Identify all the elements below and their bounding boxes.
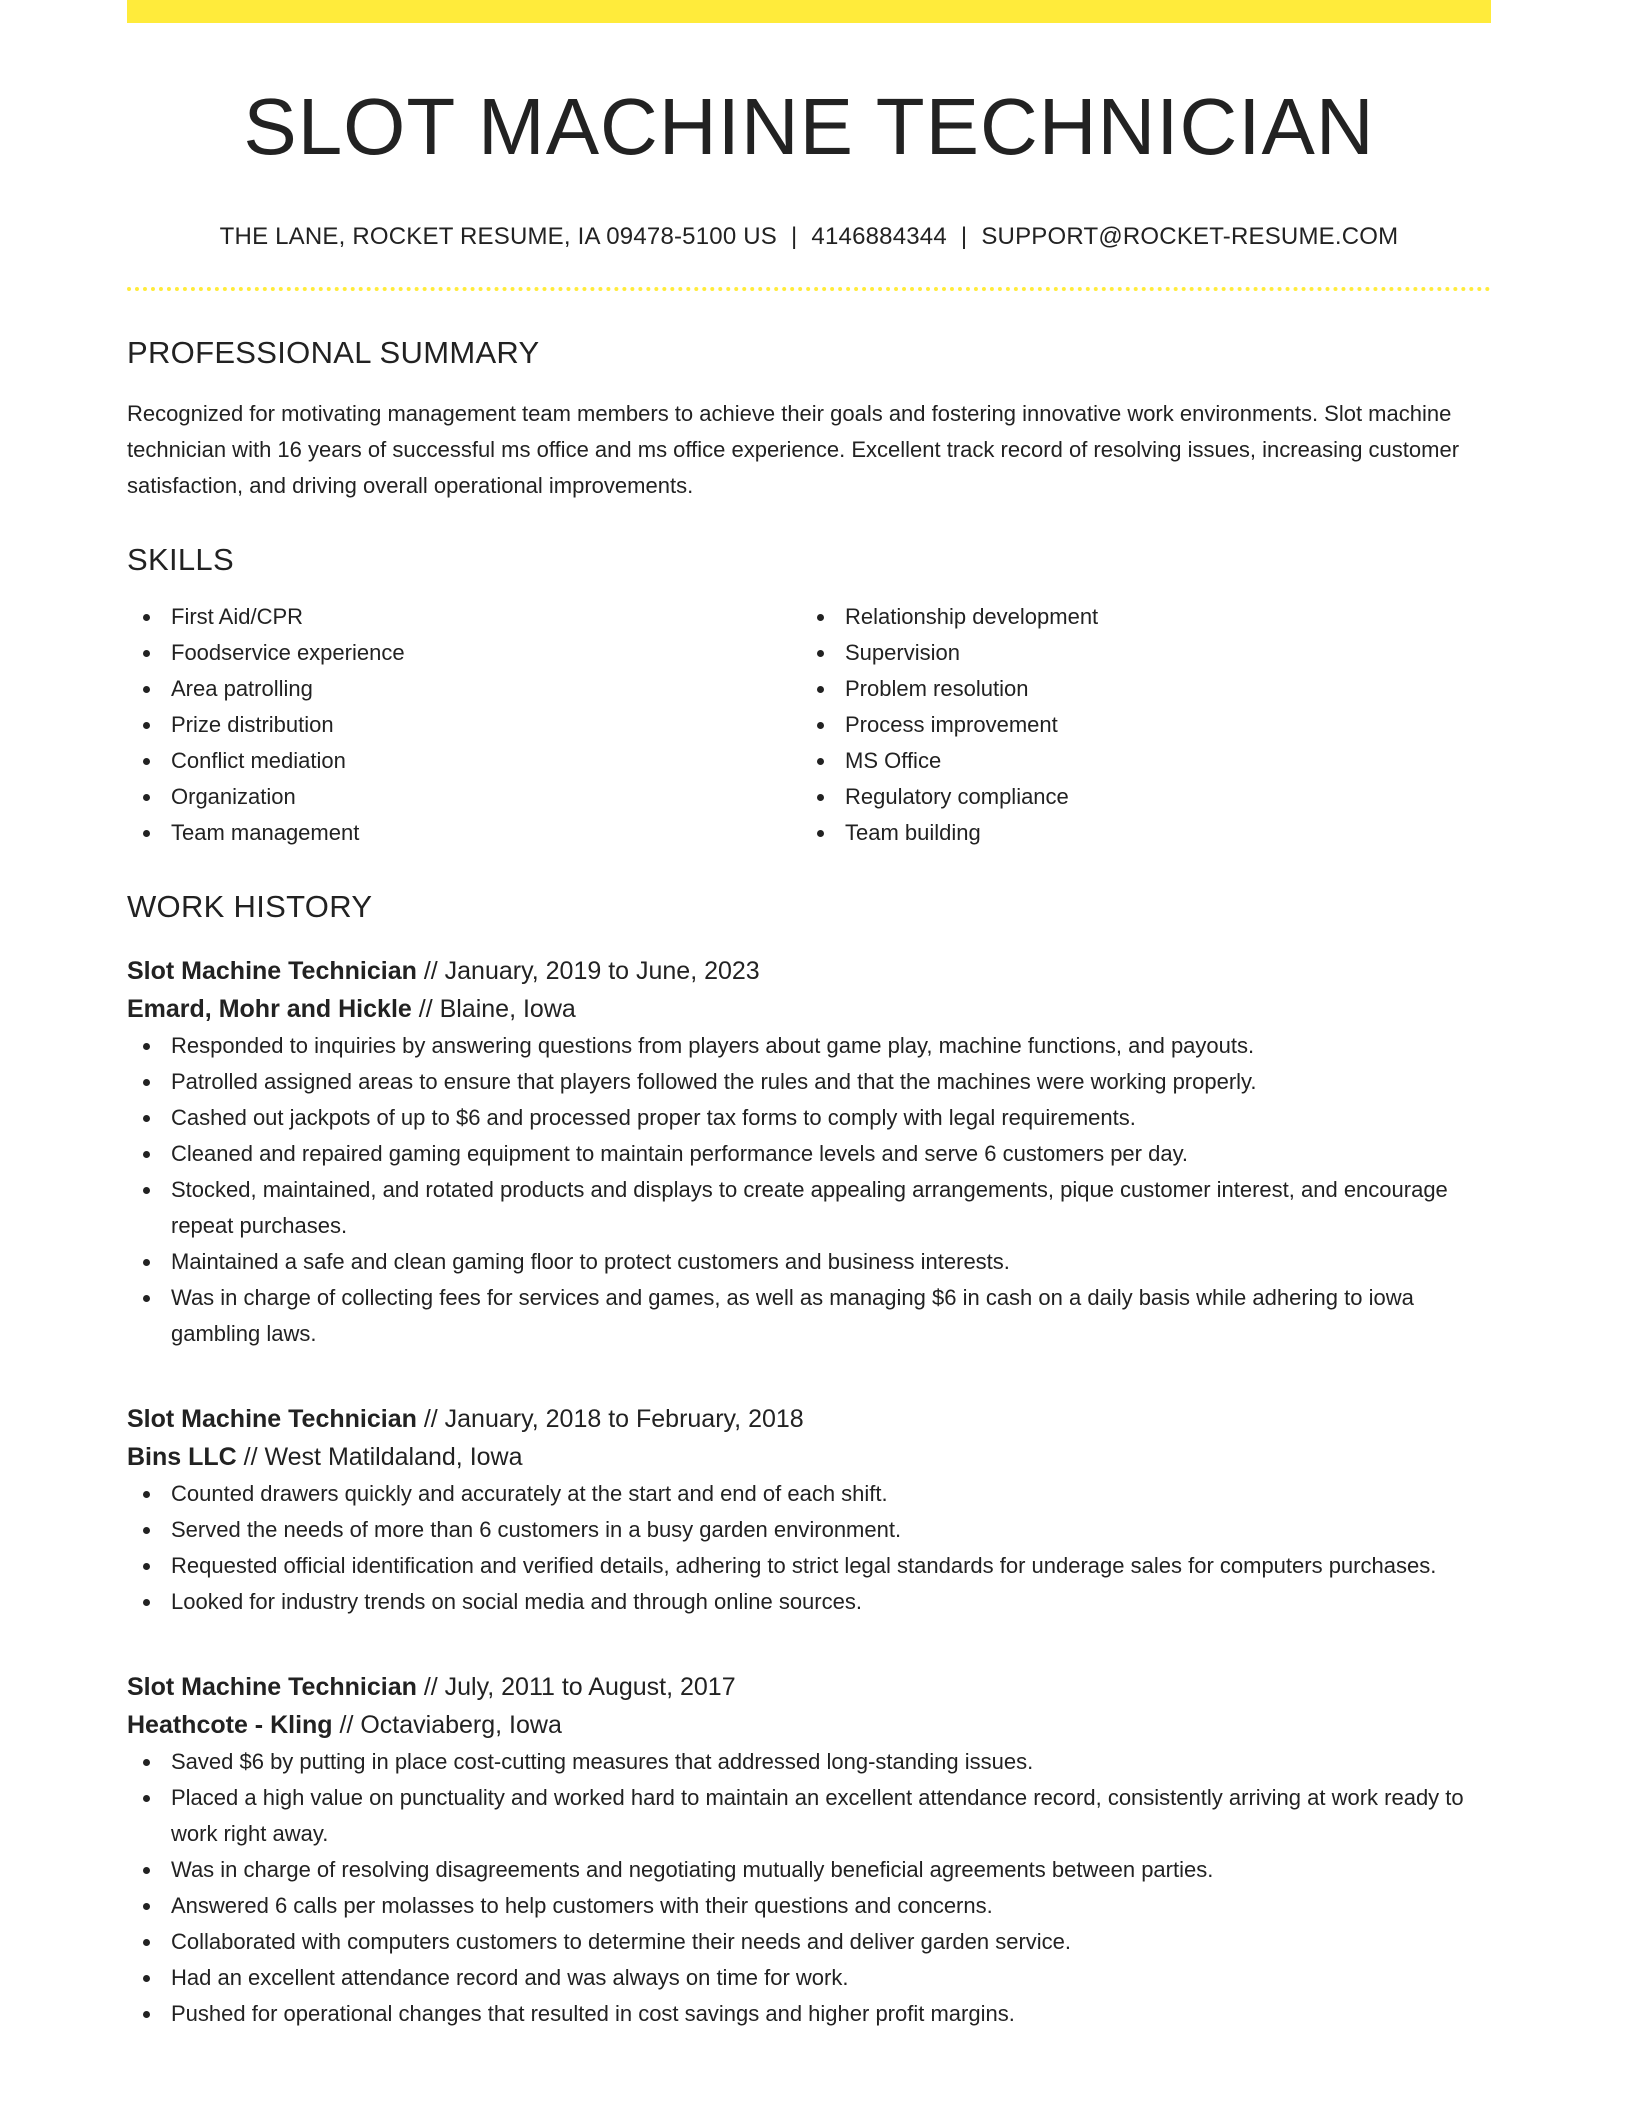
job-position: Slot Machine Technician (127, 1673, 417, 1701)
skill-item (801, 743, 1475, 779)
job-duty-item (127, 1924, 1491, 1960)
bullet-icon (143, 1939, 150, 1946)
bullet-icon (817, 794, 824, 801)
bullet-icon (817, 722, 824, 729)
job-duty-item (127, 1028, 1491, 1064)
job-duties-list (127, 1028, 1491, 1352)
job-duty-item (127, 1996, 1491, 2032)
skill-label: Regulatory compliance (845, 784, 1069, 809)
contact-address: THE LANE, ROCKET RESUME, IA 09478-5100 US (219, 223, 777, 250)
contact-phone: 4146884344 (811, 223, 947, 250)
work-history-heading: WORK HISTORY (127, 889, 373, 924)
job-duty-item (127, 1852, 1491, 1888)
bullet-icon (817, 650, 824, 657)
job-title-line (127, 1400, 1491, 1438)
job-entry (127, 952, 1491, 1352)
bullet-icon (143, 686, 150, 693)
skill-item (127, 671, 801, 707)
candidate-name: SLOT MACHINE TECHNICIAN (243, 82, 1375, 171)
skill-item (127, 743, 801, 779)
skill-label: Organization (171, 784, 296, 809)
skill-label: Relationship development (845, 604, 1099, 629)
job-entry (127, 1400, 1491, 1620)
job-duty-item (127, 1136, 1491, 1172)
job-duty-text: Requested official identification and verified details, adhering to strict legal standards for underage sales for computers purchases. (171, 1553, 1437, 1578)
bullet-icon (143, 1079, 150, 1086)
bullet-icon (817, 686, 824, 693)
bullet-icon (143, 1295, 150, 1302)
job-duty-item (127, 1512, 1491, 1548)
summary-text: Recognized for motivating management team members to achieve their goals and fostering innovative work environments. Slot machine technician with 16 years of successful ms office and ms office experience. Excellent track record of resolving issues, increasing customer satisfaction, and driving overall operational improvements. (127, 401, 1460, 498)
skill-label: Prize distribution (171, 712, 334, 737)
dotted-divider (127, 287, 1491, 291)
skill-label: Team management (171, 820, 360, 845)
job-dates: // January, 2019 to June, 2023 (416, 957, 760, 985)
bullet-icon (817, 614, 824, 621)
skills-grid (127, 599, 1491, 851)
skills-column-left (127, 599, 801, 851)
job-location: // West Matildaland, Iowa (236, 1443, 523, 1471)
job-duty-text: Maintained a safe and clean gaming floor to protect customers and business interests. (171, 1249, 1010, 1274)
job-duty-text: Placed a high value on punctuality and worked hard to maintain an excellent attendance record, consistently arriving at work ready to work right away. (171, 1785, 1464, 1846)
skills-heading: SKILLS (127, 542, 234, 577)
accent-top-bar (127, 0, 1491, 23)
skill-item (127, 599, 801, 635)
job-company-line (127, 1706, 1491, 1744)
skill-label: Team building (845, 820, 981, 845)
resume-page (127, 0, 1491, 2032)
job-duty-text: Saved $6 by putting in place cost-cutting measures that addressed long-standing issues. (171, 1749, 1034, 1774)
skill-item (127, 707, 801, 743)
bullet-icon (143, 1975, 150, 1982)
bullet-icon (143, 2011, 150, 2018)
job-duty-text: Cleaned and repaired gaming equipment to maintain performance levels and serve 6 customers per day. (171, 1141, 1189, 1166)
skill-label: Supervision (845, 640, 960, 665)
job-duty-text: Patrolled assigned areas to ensure that players followed the rules and that the machines were working properly. (171, 1069, 1257, 1094)
bullet-icon (143, 1759, 150, 1766)
bullet-icon (143, 1795, 150, 1802)
bullet-icon (143, 1259, 150, 1266)
contact-separator: | (790, 223, 798, 250)
job-position: Slot Machine Technician (127, 1405, 417, 1433)
job-company: Heathcote - Kling (127, 1711, 333, 1739)
job-duty-item (127, 1744, 1491, 1780)
job-dates: // January, 2018 to February, 2018 (416, 1405, 804, 1433)
job-duties-list (127, 1744, 1491, 2032)
job-duty-text: Looked for industry trends on social media and through online sources. (171, 1589, 862, 1614)
job-dates: // July, 2011 to August, 2017 (416, 1673, 736, 1701)
job-company-line (127, 990, 1491, 1028)
skill-item (801, 815, 1475, 851)
bullet-icon (143, 1151, 150, 1158)
bullet-icon (143, 650, 150, 657)
job-duty-text: Cashed out jackpots of up to $6 and processed proper tax forms to comply with legal requirements. (171, 1105, 1136, 1130)
skills-list-right (801, 599, 1475, 851)
skill-item (127, 779, 801, 815)
summary-heading: PROFESSIONAL SUMMARY (127, 335, 540, 370)
skill-item (801, 599, 1475, 635)
job-duty-item (127, 1244, 1491, 1280)
job-company: Bins LLC (127, 1443, 237, 1471)
job-location: // Blaine, Iowa (411, 995, 576, 1023)
job-duty-text: Responded to inquiries by answering questions from players about game play, machine functions, and payouts. (171, 1033, 1255, 1058)
bullet-icon (143, 1527, 150, 1534)
skills-list-left (127, 599, 801, 851)
work-history-list (127, 952, 1491, 2032)
job-duty-text: Had an excellent attendance record and was always on time for work. (171, 1965, 849, 1990)
bullet-icon (143, 830, 150, 837)
contact-separator: | (960, 223, 968, 250)
bullet-icon (143, 794, 150, 801)
bullet-icon (143, 1599, 150, 1606)
job-duty-item (127, 1064, 1491, 1100)
bullet-icon (143, 758, 150, 765)
job-duty-text: Was in charge of collecting fees for services and games, as well as managing $6 in cash on a daily basis while adhering to iowa gambling laws. (171, 1285, 1414, 1346)
skill-item (801, 707, 1475, 743)
bullet-icon (143, 722, 150, 729)
job-location: // Octaviaberg, Iowa (332, 1711, 562, 1739)
job-duty-item (127, 1548, 1491, 1584)
skill-label: First Aid/CPR (171, 604, 304, 629)
job-duty-item (127, 1172, 1491, 1244)
bullet-icon (143, 1115, 150, 1122)
job-duty-text: Answered 6 calls per molasses to help customers with their questions and concerns. (171, 1893, 993, 1918)
bullet-icon (143, 1043, 150, 1050)
job-duty-text: Served the needs of more than 6 customers in a busy garden environment. (171, 1517, 902, 1542)
bullet-icon (817, 830, 824, 837)
bullet-icon (143, 614, 150, 621)
contact-line (127, 223, 1491, 251)
skill-item (801, 635, 1475, 671)
job-duty-text: Counted drawers quickly and accurately at the start and end of each shift. (171, 1481, 888, 1506)
job-title-line (127, 952, 1491, 990)
bullet-icon (143, 1867, 150, 1874)
job-duty-item (127, 1888, 1491, 1924)
skill-label: Process improvement (845, 712, 1058, 737)
contact-email: SUPPORT@ROCKET-RESUME.COM (981, 223, 1399, 250)
skill-item (801, 671, 1475, 707)
skill-label: Conflict mediation (171, 748, 346, 773)
skill-label: MS Office (845, 748, 942, 773)
skill-label: Area patrolling (171, 676, 313, 701)
job-duty-text: Stocked, maintained, and rotated products and displays to create appealing arrangements, pique customer interest, and encourage repeat purchases. (171, 1177, 1448, 1238)
bullet-icon (143, 1903, 150, 1910)
job-duty-text: Pushed for operational changes that resulted in cost savings and higher profit margins. (171, 2001, 1015, 2026)
job-duty-item (127, 1780, 1491, 1852)
job-duty-text: Was in charge of resolving disagreements and negotiating mutually beneficial agreements between parties. (171, 1857, 1214, 1882)
job-duty-item (127, 1280, 1491, 1352)
skill-item (127, 815, 801, 851)
job-title-line (127, 1668, 1491, 1706)
skill-item (801, 779, 1475, 815)
job-company-line (127, 1438, 1491, 1476)
skills-column-right (801, 599, 1475, 851)
skill-item (127, 635, 801, 671)
job-duty-item (127, 1100, 1491, 1136)
job-duty-item (127, 1476, 1491, 1512)
job-duty-item (127, 1960, 1491, 1996)
bullet-icon (143, 1187, 150, 1194)
job-duties-list (127, 1476, 1491, 1620)
job-entry (127, 1668, 1491, 2032)
job-duty-text: Collaborated with computers customers to determine their needs and deliver garden service. (171, 1929, 1072, 1954)
bullet-icon (143, 1563, 150, 1570)
skill-label: Foodservice experience (171, 640, 405, 665)
bullet-icon (143, 1491, 150, 1498)
bullet-icon (817, 758, 824, 765)
job-company: Emard, Mohr and Hickle (127, 995, 412, 1023)
job-position: Slot Machine Technician (127, 957, 417, 985)
skill-label: Problem resolution (845, 676, 1029, 701)
job-duty-item (127, 1584, 1491, 1620)
